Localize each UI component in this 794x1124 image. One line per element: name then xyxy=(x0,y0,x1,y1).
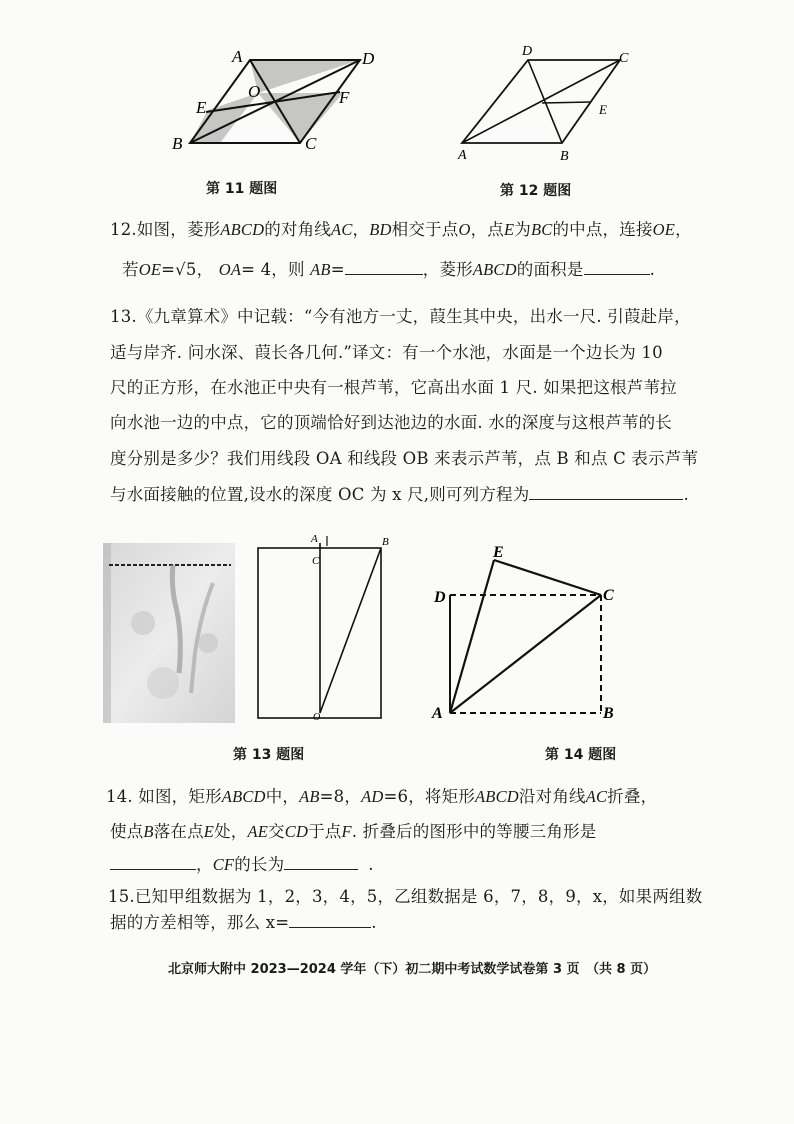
q15-line-2: 据的方差相等，那么 x= . xyxy=(110,913,377,932)
label-B: B xyxy=(172,134,183,153)
q13-line-2: 适与岸齐. 问水深、葭长各几何.”译文：有一个水池，水面是一个边长为 10 xyxy=(110,343,663,362)
label-D: D xyxy=(362,49,375,68)
q14-line-1: 14. 如图，矩形ABCD中，AB=8，AD=6，将矩形ABCD沿对角线AC折叠， xyxy=(106,787,658,806)
q13-line-3: 尺的正方形，在水池正中央有一根芦苇，它高出水面 1 尺. 如果把这根芦苇拉 xyxy=(110,378,677,397)
q14-line-3: ，CF的长为 . xyxy=(110,851,374,875)
figure-11 xyxy=(160,40,390,160)
label-B: B xyxy=(382,536,389,548)
q14-line-2: 使点B落在点E处，AE交CD于点F. 折叠后的图形中的等腰三角形是 xyxy=(110,822,597,841)
answer-blank[interactable] xyxy=(529,485,683,500)
figure-13-caption: 第 13 题图 xyxy=(233,747,305,763)
answer-blank[interactable] xyxy=(110,855,196,870)
figure-12-caption: 第 12 题图 xyxy=(500,183,572,199)
q15-line-1: 15.已知甲组数据为 1，2，3，4，5，乙组数据是 6，7，8，9，x，如果两组数 xyxy=(108,887,703,906)
label-A: A xyxy=(311,533,318,545)
label-D: D xyxy=(522,44,533,59)
figure-12 xyxy=(450,40,680,165)
pond-photo xyxy=(103,543,235,723)
page-footer: 北京师大附中 2023—2024 学年（下）初二期中考试数学试卷第 3 页 （共 8 页） xyxy=(168,962,657,977)
label-C: C xyxy=(603,587,614,604)
q12-line-1: 12.如图，菱形ABCD的对角线AC，BD相交于点O，点E为BC的中点，连接OE， xyxy=(110,220,692,239)
figure-11-caption: 第 11 题图 xyxy=(206,181,278,197)
figure-13 xyxy=(245,528,405,723)
answer-blank[interactable] xyxy=(584,260,650,275)
answer-blank[interactable] xyxy=(289,913,371,928)
sqrt-expression: √5 xyxy=(175,260,197,279)
label-C: C xyxy=(312,555,320,567)
answer-blank[interactable] xyxy=(284,855,358,870)
label-A: A xyxy=(232,47,243,66)
answer-blank[interactable] xyxy=(345,260,423,275)
q13-line-5: 度分别是多少？我们用线段 OA 和线段 OB 来表示芦苇，点 B 和点 C 表示芦苇 xyxy=(110,449,699,468)
label-E: E xyxy=(196,98,207,117)
label-C: C xyxy=(305,134,317,153)
label-B: B xyxy=(603,705,614,722)
label-O: O xyxy=(248,82,261,101)
label-D: D xyxy=(434,589,446,606)
q12-line-2: 若OE=√5， OA= 4，则 AB= ，菱形ABCD的面积是 . xyxy=(122,260,656,279)
q13-line-4: 向水池一边的中点，它的顶端恰好到达池边的水面. 水的深度与这根芦苇的长 xyxy=(110,413,672,432)
label-E: E xyxy=(599,102,607,117)
figure-14 xyxy=(428,540,638,725)
q13-line-6: 与水面接触的位置,设水的深度 OC 为 x 尺,则可列方程为 . xyxy=(110,485,689,504)
label-A: A xyxy=(458,148,467,163)
label-C: C xyxy=(619,51,629,66)
label-E: E xyxy=(493,544,504,561)
label-F: F xyxy=(339,88,350,107)
q13-line-1: 13.《九章算术》中记载：“今有池方一丈，葭生其中央，出水一尺. 引葭赴岸， xyxy=(110,307,691,326)
label-O: O xyxy=(313,712,321,723)
label-B: B xyxy=(560,149,569,164)
figure-14-caption: 第 14 题图 xyxy=(545,747,617,763)
label-A: A xyxy=(432,705,443,722)
